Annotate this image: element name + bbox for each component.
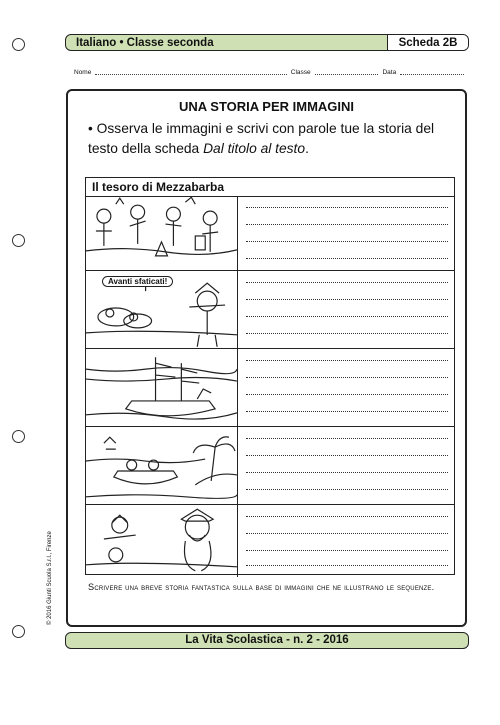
sheet-label: Scheda 2B [387, 35, 468, 50]
date-field[interactable] [400, 69, 464, 75]
story-row [86, 196, 454, 270]
binder-hole [12, 625, 25, 638]
writing-lines[interactable] [246, 349, 448, 427]
subject-label: Italiano • Classe seconda [76, 36, 214, 49]
writing-lines[interactable] [246, 271, 448, 349]
story-row [86, 348, 454, 427]
shipwreck-image [86, 349, 238, 427]
binder-hole [12, 38, 25, 51]
story-row [86, 426, 454, 505]
rowing-boat-island-image [86, 427, 238, 505]
captain-shouting-image [86, 271, 238, 349]
student-info-row [74, 69, 464, 76]
story-table [85, 177, 455, 575]
treasure-found-image [86, 505, 238, 577]
copyright-text: © 2016 Giunti Scuola S.r.l., Firenze [47, 531, 53, 625]
story-title: Il tesoro di Mezzabarba [86, 178, 454, 197]
writing-lines[interactable] [246, 505, 448, 577]
instruction-italic: Dal titolo al testo [203, 141, 306, 156]
instruction-suffix: . [305, 141, 309, 156]
speech-bubble: Avanti sfaticati! [102, 276, 173, 287]
name-label: Nome [74, 69, 92, 76]
footer-bar [65, 632, 469, 649]
teacher-note: Scrivere una breve storia fantastica sulla base di immagini che ne illustrano le sequenze. [88, 582, 435, 592]
story-row [86, 270, 454, 349]
page-title: UNA STORIA PER IMMAGINI [178, 99, 355, 114]
worksheet-frame [66, 89, 467, 627]
date-label: Data [382, 69, 397, 76]
binder-hole [12, 430, 25, 443]
instruction-text [88, 119, 458, 159]
instruction-prefix: • Osserva le immagini e scrivi con parole tue la storia del testo della scheda [88, 121, 435, 156]
story-row [86, 504, 454, 577]
binder-hole [12, 234, 25, 247]
header-bar [65, 34, 469, 51]
name-field[interactable] [95, 69, 286, 75]
writing-lines[interactable] [246, 196, 448, 270]
pirates-celebrating-image [86, 196, 238, 270]
copyright-container [47, 531, 57, 725]
writing-lines[interactable] [246, 427, 448, 505]
class-field[interactable] [315, 69, 379, 75]
magazine-label: La Vita Scolastica - n. 2 - 2016 [185, 634, 349, 646]
class-label: Classe [290, 69, 311, 76]
